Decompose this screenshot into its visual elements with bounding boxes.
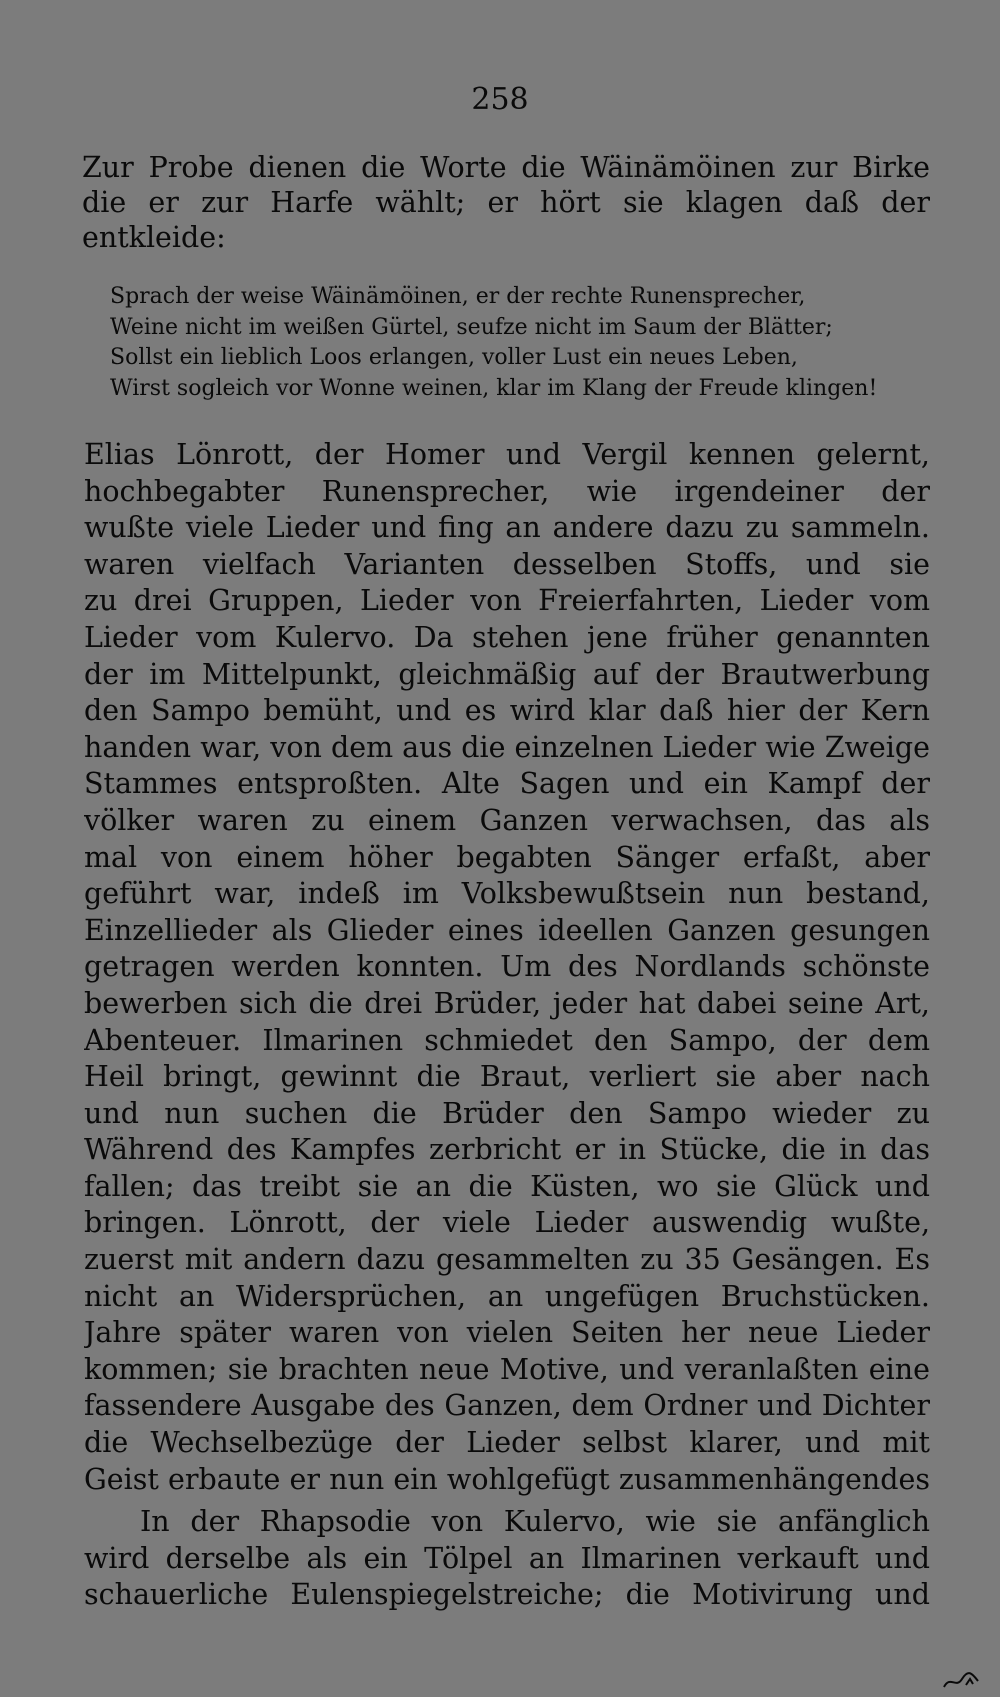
text-line: Während des Kampfes zerbricht er in Stücke, die in das (84, 1133, 930, 1167)
text-line: den Sampo bemüht, und es wird klar daß hier der Kern (84, 694, 930, 728)
text-line: mal von einem höher begabten Sänger erfaßt, aber (84, 840, 930, 874)
text-line: Lieder vom Kulervo. Da stehen jene früher genannten (84, 620, 930, 654)
verse-line: Sprach der weise Wäinämöinen, er der rechte Runensprecher, (110, 284, 806, 309)
text-line: bringen. Lönrott, der viele Lieder auswendig wußte, (84, 1206, 930, 1240)
page-number: 258 (471, 82, 529, 117)
text-line: die Wechselbezüge der Lieder selbst klarer, und mit (84, 1426, 930, 1460)
text-line: fassendere Ausgabe des Ganzen, dem Ordner und Dichter (84, 1389, 930, 1423)
verse-line: Weine nicht im weißen Gürtel, seufze nicht im Saum der Blätter; (110, 314, 833, 340)
text-line: geführt war, indeß im Volksbewußtsein nun bestand, (84, 877, 930, 911)
text-line: zu drei Gruppen, Lieder von Freierfahrten, Lieder vom (84, 584, 930, 618)
text-line: Zur Probe dienen die Worte die Wäinämöinen zur Birke (82, 151, 930, 184)
text-line: fallen; das treibt sie an die Küsten, wo sie Glück und (84, 1169, 930, 1203)
text-line: bewerben sich die drei Brüder, jeder hat dabei seine Art, (84, 986, 930, 1020)
text-line: völker waren zu einem Ganzen verwachsen, das als (84, 803, 930, 837)
body-paragraph (84, 437, 930, 1498)
verse-quote (110, 282, 910, 404)
corner-mark-icon (942, 1669, 982, 1691)
text-line: wußte viele Lieder und fing an andere dazu zu sammeln. (84, 511, 930, 545)
text-line: der im Mittelpunkt, gleichmäßig auf der Brautwerbung (84, 657, 930, 691)
text-line: die er zur Harfe wählt; er hört sie klagen daß der (82, 186, 930, 219)
text-line: waren vielfach Varianten desselben Stoffs, und sie (84, 547, 930, 581)
text-line: nicht an Widersprüchen, an ungefügen Bruchstücken. (84, 1279, 930, 1313)
text-line: kommen; sie brachten neue Motive, und veranlaßten eine (84, 1352, 930, 1386)
text-line: hochbegabter Runensprecher, wie irgendeiner der (84, 474, 930, 508)
verse-line: Wirst sogleich vor Wonne weinen, klar im Klang der Freude klingen! (110, 375, 878, 401)
text-line: entkleide: (82, 221, 226, 254)
text-line: Geist erbaute er nun ein wohlgefügt zusammenhängendes (84, 1462, 930, 1496)
text-line: Einzellieder als Glieder eines ideellen Ganzen gesungen (84, 913, 930, 947)
text-line: Abenteuer. Ilmarinen schmiedet den Sampo, der dem (84, 1023, 930, 1057)
text-line: Elias Lönrott, der Homer und Vergil kennen gelernt, (84, 438, 930, 471)
text-line: handen war, von dem aus die einzelnen Lieder wie Zweige (84, 730, 930, 764)
text-line: Stammes entsproßten. Alte Sagen und ein Kampf der (84, 767, 930, 801)
verse-line: Sollst ein lieblich Loos erlangen, voller Lust ein neues Leben, (110, 345, 798, 370)
text-line: Heil bringt, gewinnt die Braut, verliert sie aber nach (84, 1060, 930, 1094)
text-line: In der Rhapsodie von Kulervo, wie sie anfänglich (140, 1505, 930, 1538)
text-line: zuerst mit andern dazu gesammelten zu 35 Gesängen. Es (84, 1243, 930, 1277)
text-line: getragen werden konnten. Um des Nordlands schönste (84, 950, 930, 984)
body-paragraph (84, 1504, 930, 1614)
text-line: wird derselbe als ein Tölpel an Ilmarinen verkauft und (84, 1541, 930, 1575)
intro-paragraph (82, 150, 930, 255)
text-line: schauerliche Eulenspiegelstreiche; die Motivirung und (84, 1578, 930, 1612)
text-line: und nun suchen die Brüder den Sampo wieder zu (84, 1096, 930, 1130)
text-line: Jahre später waren von vielen Seiten her neue Lieder (84, 1316, 930, 1350)
